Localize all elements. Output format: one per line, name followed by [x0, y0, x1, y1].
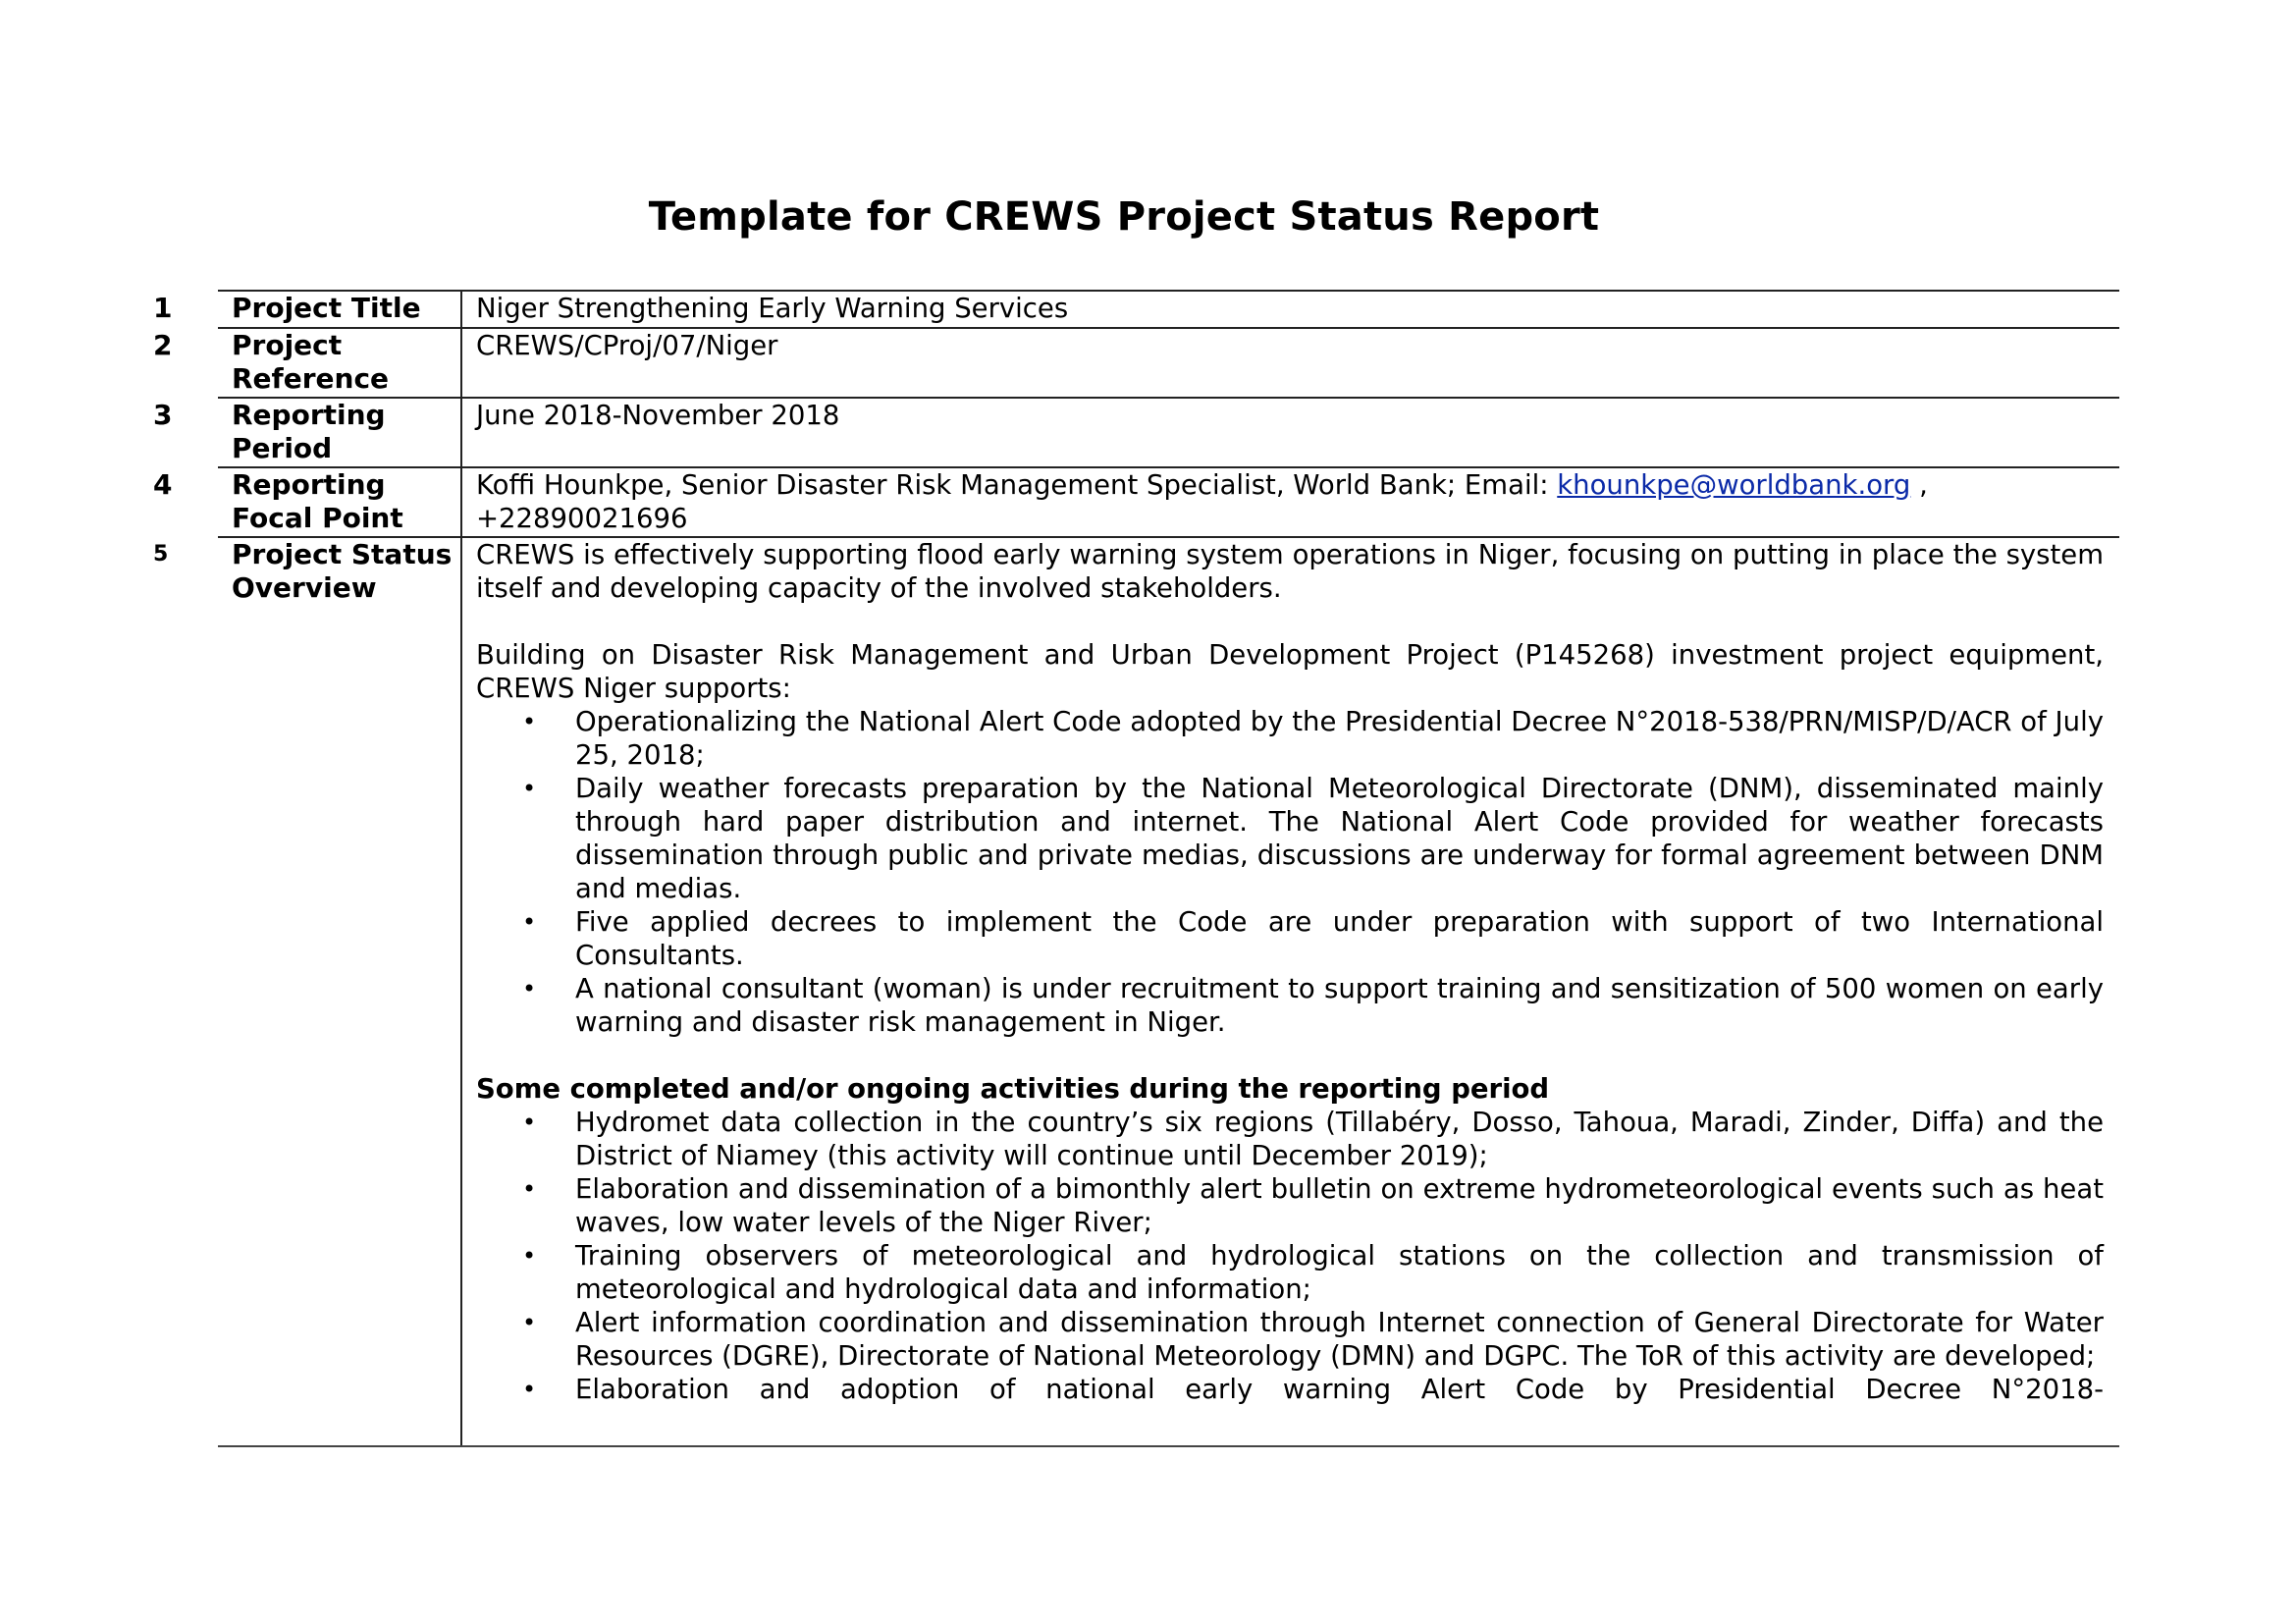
page-title: Template for CREWS Project Status Report	[648, 194, 1600, 240]
bullet-icon: •	[522, 775, 537, 802]
list-item: • Alert information coordination and dissemination through Internet connection of General Directorate for Water Resources (DGRE), Directorate of National Meteorology (DMN) and DGPC. The ToR of this activity are developed;	[522, 1307, 2104, 1372]
table-row-reporting-period	[153, 399, 2119, 468]
list-item: • Daily weather forecasts preparation by the National Meteorological Directorate (DNM), disseminated mainly through hard paper distribution and internet. The National Alert Code provided for weather forecasts dissemination through public and private medias, discussions are underway for formal agreement between DNM and medias.	[522, 773, 2104, 904]
bullet-icon: •	[522, 1376, 537, 1403]
bullet-icon: •	[522, 1242, 537, 1270]
list-item: • Elaboration and dissemination of a bimonthly alert bulletin on extreme hydrometeorological events such as heat waves, low water levels of the Niger River;	[522, 1173, 2104, 1238]
row-number: 4	[153, 468, 173, 501]
table-row-project-title	[153, 292, 2119, 329]
activities-list	[476, 1106, 2104, 1406]
list-item: • Training observers of meteorological and hydrological stations on the collection and transmission of meteorological and hydrological data and information;	[522, 1240, 2104, 1305]
list-item: • Five applied decrees to implement the Code are under preparation with support of two International Consultants.	[522, 906, 2104, 971]
label-project-title: Project Title	[218, 292, 462, 327]
support-list	[476, 705, 2104, 1039]
row-number: 5	[153, 542, 169, 567]
row-number: 3	[153, 399, 173, 431]
list-item: • A national consultant (woman) is under recruitment to support training and sensitization of 500 women on early warning and disaster risk management in Niger.	[522, 973, 2104, 1038]
value-project-reference: CREWS/CProj/07/Niger	[476, 330, 778, 361]
row-number: 2	[153, 329, 173, 361]
activities-heading: Some completed and/or ongoing activities during the reporting period	[476, 1073, 1550, 1105]
label-reporting-focal-point: Reporting Focal Point	[218, 468, 462, 536]
bullet-icon: •	[522, 1109, 537, 1136]
value-project-title: Niger Strengthening Early Warning Services	[476, 293, 1069, 324]
bullet-icon: •	[522, 1175, 537, 1203]
bullet-icon: •	[522, 1309, 537, 1336]
value-reporting-focal-point	[462, 468, 2119, 536]
bullet-icon: •	[522, 708, 537, 735]
bullet-icon: •	[522, 908, 537, 936]
status-report-table	[153, 290, 2119, 1447]
focal-point-text: Koffi Hounkpe, Senior Disaster Risk Management Specialist, World Bank; Email:	[476, 469, 1558, 501]
list-item: • Elaboration and adoption of national early warning Alert Code by Presidential Decree N°2018-	[522, 1374, 2104, 1405]
intro-paragraph: CREWS is effectively supporting flood early warning system operations in Niger, focusing on putting in place the system itself and developing capacity of the involved stakeholders.	[476, 539, 2104, 604]
value-project-status-overview	[462, 538, 2119, 1445]
bullet-icon: •	[522, 975, 537, 1002]
building-paragraph: Building on Disaster Risk Management and Urban Development Project (P145268) investment project equipment, CREWS Niger supports:	[476, 639, 2104, 704]
row-number: 1	[153, 292, 173, 324]
table-row-reporting-focal-point	[153, 468, 2119, 538]
focal-point-separator: ,	[1910, 469, 1928, 501]
focal-point-phone: +22890021696	[476, 503, 688, 534]
email-link[interactable]: khounkpe@worldbank.org	[1557, 469, 1911, 501]
label-project-reference: Project Reference	[218, 329, 462, 397]
list-item: • Hydromet data collection in the country’s six regions (Tillabéry, Dosso, Tahoua, Maradi, Zinder, Diffa) and the District of Niamey (this activity will continue until December 2019);	[522, 1107, 2104, 1171]
table-row-project-status-overview	[153, 538, 2119, 1447]
label-project-status-overview: Project Status Overview	[218, 538, 462, 1445]
table-row-project-reference	[153, 329, 2119, 399]
label-reporting-period: Reporting Period	[218, 399, 462, 466]
value-reporting-period: June 2018-November 2018	[476, 400, 840, 431]
list-item: • Operationalizing the National Alert Code adopted by the Presidential Decree N°2018-538/PRN/MISP/D/ACR of July 25, 2018;	[522, 706, 2104, 771]
